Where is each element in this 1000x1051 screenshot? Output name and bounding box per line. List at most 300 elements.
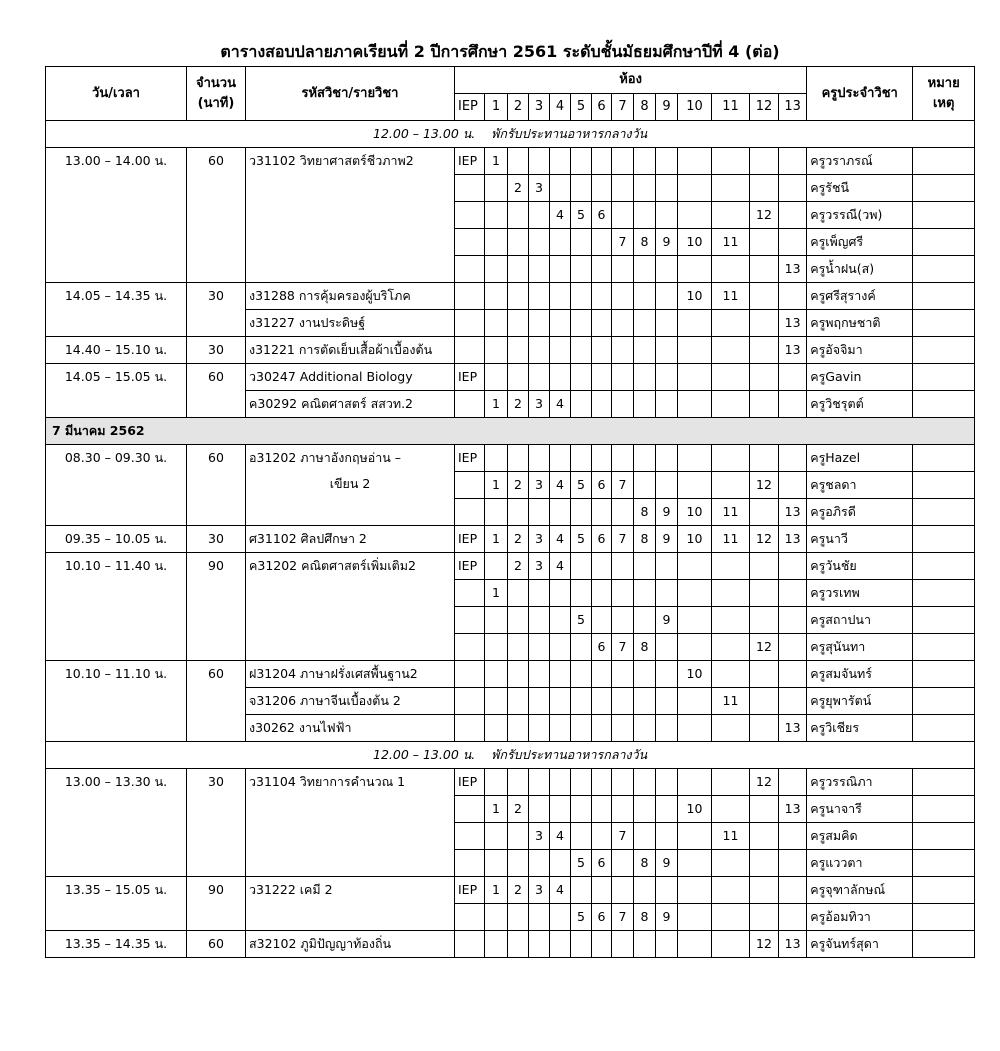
room-cell — [678, 202, 712, 229]
remark-cell — [913, 175, 975, 202]
room-cell: 1 — [485, 391, 508, 418]
room-cell — [550, 256, 571, 283]
teacher-cell: ครูวิเชียร — [807, 715, 913, 742]
room-cell — [455, 472, 485, 499]
room-cell: 10 — [678, 526, 712, 553]
room-cell — [485, 823, 508, 850]
teacher-cell: ครูจุฑาลักษณ์ — [807, 877, 913, 904]
room-cell — [529, 256, 550, 283]
room-cell — [612, 796, 634, 823]
room-cell — [634, 715, 656, 742]
room-cell — [750, 850, 779, 877]
room-cell — [779, 445, 807, 472]
room-cell — [529, 850, 550, 877]
room-cell — [612, 931, 634, 958]
room-cell — [508, 202, 529, 229]
room-cell — [592, 445, 612, 472]
room-cell: 5 — [571, 904, 592, 931]
room-cell — [550, 499, 571, 526]
room-cell — [592, 769, 612, 796]
room-cell — [550, 175, 571, 202]
room-cell: 10 — [678, 796, 712, 823]
room-cell — [529, 445, 550, 472]
remark-cell — [913, 607, 975, 634]
room-cell — [750, 445, 779, 472]
room-cell — [712, 391, 750, 418]
room-cell — [592, 580, 612, 607]
table-row — [46, 337, 975, 364]
room-cell — [750, 256, 779, 283]
room-cell: 6 — [592, 526, 612, 553]
room-cell — [750, 796, 779, 823]
room-cell — [455, 607, 485, 634]
room-cell: 9 — [656, 526, 678, 553]
room-cell: 12 — [750, 526, 779, 553]
room-cell — [508, 607, 529, 634]
subject-cell: ค30292 คณิตศาสตร์ สสวท.2 — [246, 391, 455, 418]
room-cell — [508, 850, 529, 877]
header-room-12: 12 — [750, 94, 779, 121]
room-cell — [455, 175, 485, 202]
room-cell — [455, 499, 485, 526]
room-cell — [571, 796, 592, 823]
room-cell: 3 — [529, 526, 550, 553]
room-cell — [550, 904, 571, 931]
room-cell: 3 — [529, 553, 550, 580]
time-cell: 14.05 – 14.35 น. — [46, 283, 187, 337]
room-cell — [656, 148, 678, 175]
room-cell: 1 — [485, 877, 508, 904]
room-cell — [779, 634, 807, 661]
room-cell — [750, 283, 779, 310]
room-cell — [750, 904, 779, 931]
room-cell — [485, 661, 508, 688]
teacher-cell: ครูอภิรดี — [807, 499, 913, 526]
remark-cell — [913, 634, 975, 661]
header-minutes — [187, 67, 246, 121]
teacher-cell: ครูGavin — [807, 364, 913, 391]
room-cell — [612, 445, 634, 472]
room-cell — [485, 310, 508, 337]
room-cell — [750, 823, 779, 850]
room-cell — [712, 607, 750, 634]
subject-line: เขียน 2 — [329, 476, 371, 491]
room-cell — [779, 202, 807, 229]
header-subject: รหัสวิชา/รายวิชา — [246, 67, 455, 121]
room-cell: 6 — [592, 634, 612, 661]
room-cell — [634, 877, 656, 904]
minutes-cell: 60 — [187, 445, 246, 526]
room-cell: 10 — [678, 499, 712, 526]
room-cell: 8 — [634, 850, 656, 877]
remark-cell — [913, 850, 975, 877]
room-cell — [712, 580, 750, 607]
teacher-cell: ครูสมจันทร์ — [807, 661, 913, 688]
room-cell — [529, 499, 550, 526]
room-cell — [571, 391, 592, 418]
room-cell: 9 — [656, 607, 678, 634]
room-cell: IEP — [455, 364, 485, 391]
room-cell — [529, 769, 550, 796]
table-body — [46, 121, 975, 958]
room-cell — [592, 877, 612, 904]
room-cell: IEP — [455, 148, 485, 175]
header-remark-line2: เหตุ — [932, 95, 955, 111]
room-cell: 6 — [592, 850, 612, 877]
room-cell — [455, 580, 485, 607]
room-cell — [455, 688, 485, 715]
teacher-cell: ครูสมคิด — [807, 823, 913, 850]
time-cell: 14.05 – 15.05 น. — [46, 364, 187, 418]
room-cell — [612, 661, 634, 688]
room-cell — [656, 796, 678, 823]
minutes-cell: 30 — [187, 769, 246, 877]
room-cell — [656, 283, 678, 310]
table-row — [46, 661, 975, 688]
subject-cell — [246, 445, 455, 526]
remark-cell — [913, 526, 975, 553]
remark-cell — [913, 553, 975, 580]
room-cell — [550, 850, 571, 877]
room-cell — [779, 769, 807, 796]
room-cell — [529, 148, 550, 175]
room-cell — [485, 850, 508, 877]
table-row — [46, 283, 975, 310]
room-cell: 2 — [508, 391, 529, 418]
room-cell — [529, 283, 550, 310]
room-cell — [678, 580, 712, 607]
room-cell — [712, 715, 750, 742]
room-cell: IEP — [455, 445, 485, 472]
room-cell — [508, 310, 529, 337]
room-cell: 5 — [571, 472, 592, 499]
room-cell — [592, 283, 612, 310]
room-cell — [779, 229, 807, 256]
room-cell — [508, 148, 529, 175]
subject-cell — [246, 553, 455, 661]
subject-cell: ว30247 Additional Biology — [246, 364, 455, 391]
room-cell — [612, 202, 634, 229]
room-cell: 4 — [550, 877, 571, 904]
room-cell — [571, 175, 592, 202]
subject-line: ง31221 การตัดเย็บเสื้อผ้าเบื้องต้น — [249, 342, 433, 357]
room-cell — [750, 391, 779, 418]
room-cell: 4 — [550, 526, 571, 553]
room-cell — [571, 256, 592, 283]
room-cell — [634, 769, 656, 796]
remark-cell — [913, 472, 975, 499]
room-cell — [550, 337, 571, 364]
room-cell — [571, 823, 592, 850]
table-row — [46, 769, 975, 796]
room-cell — [485, 769, 508, 796]
room-cell — [656, 310, 678, 337]
room-cell — [592, 931, 612, 958]
room-cell — [656, 634, 678, 661]
room-cell: 13 — [779, 310, 807, 337]
room-cell — [678, 769, 712, 796]
room-cell — [656, 661, 678, 688]
room-cell — [455, 850, 485, 877]
room-cell — [571, 634, 592, 661]
room-cell — [634, 931, 656, 958]
room-cell — [612, 148, 634, 175]
subject-cell: ง31227 งานประดิษฐ์ — [246, 310, 455, 337]
room-cell: 9 — [656, 904, 678, 931]
time-cell: 13.35 – 15.05 น. — [46, 877, 187, 931]
room-cell — [508, 715, 529, 742]
room-cell — [592, 553, 612, 580]
room-cell — [455, 931, 485, 958]
table-row — [46, 148, 975, 175]
room-cell: 5 — [571, 202, 592, 229]
room-cell — [712, 877, 750, 904]
minutes-cell: 90 — [187, 877, 246, 931]
room-cell — [455, 391, 485, 418]
teacher-cell: ครูชลดา — [807, 472, 913, 499]
room-cell — [678, 256, 712, 283]
room-cell: 12 — [750, 202, 779, 229]
room-cell — [529, 364, 550, 391]
room-cell: 8 — [634, 499, 656, 526]
date-row — [46, 418, 975, 445]
room-cell: 6 — [592, 472, 612, 499]
time-cell: 10.10 – 11.40 น. — [46, 553, 187, 661]
teacher-cell: ครูศรีสุรางค์ — [807, 283, 913, 310]
room-cell: 8 — [634, 229, 656, 256]
room-cell — [750, 607, 779, 634]
header-room-13: 13 — [779, 94, 807, 121]
teacher-cell: ครูอ้อมทิวา — [807, 904, 913, 931]
room-cell: 12 — [750, 769, 779, 796]
room-cell — [529, 715, 550, 742]
room-cell: 3 — [529, 823, 550, 850]
table-row — [46, 526, 975, 553]
room-cell — [634, 175, 656, 202]
subject-cell — [246, 769, 455, 877]
page-title: ตารางสอบปลายภาคเรียนที่ 2 ปีการศึกษา 2561 ระดับชั้นมัธยมศึกษาปีที่ 4 (ต่อ) — [220, 42, 780, 61]
room-cell — [612, 391, 634, 418]
room-cell — [656, 472, 678, 499]
subject-line: อ31202 ภาษาอังกฤษอ่าน – — [249, 450, 402, 465]
subject-line: ส32102 ภูมิปัญญาท้องถิ่น — [249, 936, 392, 951]
room-cell — [678, 904, 712, 931]
header-room-10: 10 — [678, 94, 712, 121]
room-cell: 2 — [508, 526, 529, 553]
room-cell — [455, 283, 485, 310]
room-cell — [612, 310, 634, 337]
room-cell — [592, 337, 612, 364]
time-cell: 14.40 – 15.10 น. — [46, 337, 187, 364]
room-cell — [485, 175, 508, 202]
room-cell — [678, 823, 712, 850]
room-cell — [485, 931, 508, 958]
room-cell: 11 — [712, 823, 750, 850]
room-cell — [455, 202, 485, 229]
room-cell — [592, 175, 612, 202]
room-cell — [750, 364, 779, 391]
minutes-cell: 60 — [187, 148, 246, 283]
teacher-cell: ครูวันชัย — [807, 553, 913, 580]
exam-schedule-table — [45, 66, 975, 958]
room-cell — [571, 580, 592, 607]
room-cell — [712, 310, 750, 337]
room-cell: 1 — [485, 472, 508, 499]
room-cell — [529, 607, 550, 634]
minutes-cell: 30 — [187, 337, 246, 364]
remark-cell — [913, 202, 975, 229]
room-cell — [750, 715, 779, 742]
room-cell — [712, 256, 750, 283]
header-time: วัน/เวลา — [46, 67, 187, 121]
room-cell — [634, 310, 656, 337]
lunch-break-row — [46, 121, 975, 148]
room-cell: 9 — [656, 229, 678, 256]
teacher-cell: ครูอัจจิมา — [807, 337, 913, 364]
remark-cell — [913, 769, 975, 796]
room-cell: IEP — [455, 769, 485, 796]
room-cell — [508, 688, 529, 715]
room-cell — [529, 931, 550, 958]
room-cell — [656, 553, 678, 580]
room-cell — [779, 553, 807, 580]
room-cell: 6 — [592, 202, 612, 229]
room-cell — [550, 607, 571, 634]
time-cell: 10.10 – 11.10 น. — [46, 661, 187, 742]
room-cell — [592, 607, 612, 634]
room-cell — [779, 688, 807, 715]
room-cell — [455, 337, 485, 364]
room-cell: 12 — [750, 472, 779, 499]
room-cell — [485, 553, 508, 580]
remark-cell — [913, 580, 975, 607]
header-minutes-line1: จำนวน — [196, 75, 236, 91]
room-cell — [508, 499, 529, 526]
room-cell — [634, 661, 656, 688]
room-cell — [612, 607, 634, 634]
room-cell — [634, 607, 656, 634]
header-room-5: 5 — [571, 94, 592, 121]
subject-cell — [246, 877, 455, 931]
room-cell — [592, 229, 612, 256]
room-cell — [712, 931, 750, 958]
room-cell: 2 — [508, 553, 529, 580]
room-cell — [550, 931, 571, 958]
room-cell — [571, 661, 592, 688]
header-room-2: 2 — [508, 94, 529, 121]
room-cell — [571, 283, 592, 310]
table-row — [46, 445, 975, 472]
room-cell: 3 — [529, 175, 550, 202]
header-minutes-line2: (นาที) — [197, 95, 235, 111]
room-cell — [508, 904, 529, 931]
table-row — [46, 877, 975, 904]
room-cell — [485, 445, 508, 472]
room-cell — [529, 904, 550, 931]
teacher-cell: ครูวรรณี(วพ) — [807, 202, 913, 229]
teacher-cell: ครูวราภรณ์ — [807, 148, 913, 175]
teacher-cell: ครูนาจารี — [807, 796, 913, 823]
remark-cell — [913, 283, 975, 310]
room-cell — [550, 661, 571, 688]
room-cell — [592, 364, 612, 391]
room-cell — [571, 499, 592, 526]
room-cell: 2 — [508, 877, 529, 904]
room-cell — [571, 553, 592, 580]
room-cell: 1 — [485, 148, 508, 175]
room-cell: 1 — [485, 796, 508, 823]
teacher-cell: ครูวรรณิภา — [807, 769, 913, 796]
room-cell — [455, 256, 485, 283]
room-cell — [455, 661, 485, 688]
remark-cell — [913, 148, 975, 175]
subject-cell — [246, 526, 455, 553]
room-cell — [712, 769, 750, 796]
room-cell — [485, 256, 508, 283]
room-cell — [508, 661, 529, 688]
room-cell — [656, 256, 678, 283]
time-cell: 08.30 – 09.30 น. — [46, 445, 187, 526]
room-cell — [485, 607, 508, 634]
room-cell — [750, 877, 779, 904]
header-room-4: 4 — [550, 94, 571, 121]
remark-cell — [913, 364, 975, 391]
room-cell: 11 — [712, 283, 750, 310]
room-cell: 12 — [750, 634, 779, 661]
room-cell — [779, 148, 807, 175]
room-cell — [750, 661, 779, 688]
room-cell — [571, 931, 592, 958]
time-cell: 13.00 – 13.30 น. — [46, 769, 187, 877]
room-cell — [634, 256, 656, 283]
room-cell: 11 — [712, 499, 750, 526]
room-cell: 7 — [612, 229, 634, 256]
room-cell — [712, 472, 750, 499]
room-cell — [485, 364, 508, 391]
room-cell — [712, 796, 750, 823]
room-cell — [779, 472, 807, 499]
room-cell — [750, 229, 779, 256]
minutes-cell: 30 — [187, 526, 246, 553]
remark-cell — [913, 688, 975, 715]
remark-cell — [913, 391, 975, 418]
room-cell — [508, 337, 529, 364]
room-cell — [550, 796, 571, 823]
room-cell — [612, 337, 634, 364]
room-cell: 13 — [779, 526, 807, 553]
room-cell — [656, 391, 678, 418]
lunch-break-row — [46, 742, 975, 769]
subject-line: ศ31102 ศิลปศึกษา 2 — [249, 531, 367, 546]
room-cell: 11 — [712, 229, 750, 256]
room-cell: 4 — [550, 823, 571, 850]
remark-cell — [913, 499, 975, 526]
room-cell — [634, 283, 656, 310]
room-cell — [455, 823, 485, 850]
teacher-cell: ครูสุนันทา — [807, 634, 913, 661]
room-cell — [678, 607, 712, 634]
room-cell — [571, 337, 592, 364]
room-cell — [550, 715, 571, 742]
header-remark — [913, 67, 975, 121]
subject-line: ว31104 วิทยาการคำนวณ 1 — [249, 774, 406, 789]
lunch-break-text: 12.00 – 13.00 น. พักรับประทานอาหารกลางวัน — [46, 742, 975, 769]
room-cell — [508, 580, 529, 607]
remark-cell — [913, 310, 975, 337]
room-cell — [678, 553, 712, 580]
teacher-cell: ครูวิชรุตต์ — [807, 391, 913, 418]
room-cell — [634, 148, 656, 175]
